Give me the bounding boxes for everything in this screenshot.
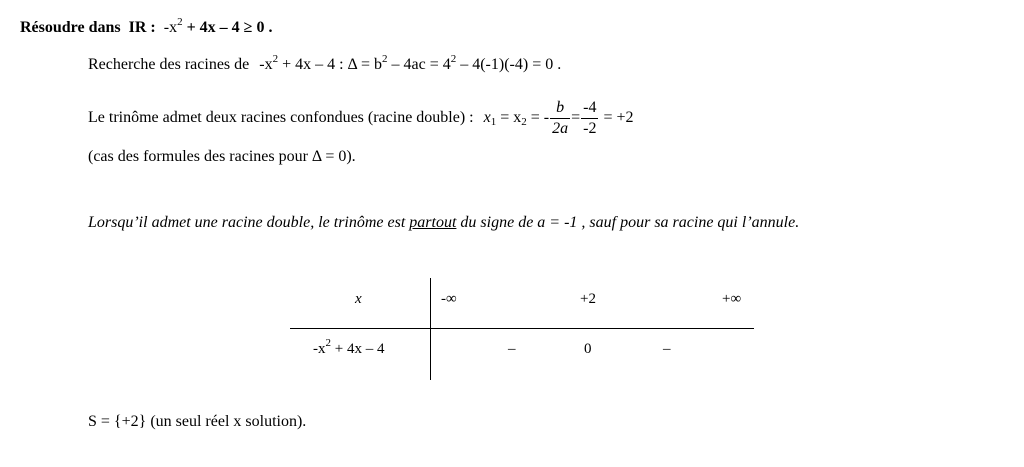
row-label-x: x — [355, 291, 362, 307]
real-numbers-symbol: IR — [128, 19, 147, 36]
plus-infinity: +∞ — [722, 291, 742, 307]
double-root-line: Le trinôme admet deux racines confondues (racine double) : $x_1 = x_2$ = - $\frac{b}{2a}$ = $\frac{-4}{-2}$ = +2 — [88, 99, 634, 137]
discriminant-line: Recherche des racines de $-x^2 + 4x - 4$ : $\Delta = b^2 - 4ac = 4^2 - 4(-1)(-4) = 0$ . — [88, 53, 562, 73]
minus-infinity: -∞ — [441, 291, 457, 307]
fraction-b-over-2a: $\frac{b}{2a}$ — [552, 99, 569, 137]
fraction-minus4-over-minus2: $\frac{-4}{-2}$ — [583, 99, 597, 137]
table-horizontal-divider — [290, 328, 754, 329]
formula-case-note: (cas des formules des racines pour Δ = 0). — [88, 148, 356, 165]
row-label-trinomial: $-x^2 + 4x - 4$ — [313, 337, 385, 357]
title-colon: : — [150, 19, 156, 36]
table-vertical-divider — [430, 278, 431, 380]
sign-negative-left: – — [508, 341, 516, 357]
title-inequality: $-x^2 + 4x - 4 \ge 0$ . — [163, 16, 273, 36]
sign-negative-right: – — [663, 341, 671, 357]
sign-rule-sentence: Lorsqu’il admet une racine double, le trinôme est partout du signe de a = -1 , sauf pour sa racine qui l’annule. — [88, 214, 800, 231]
emphasis-partout: partout — [409, 214, 457, 231]
root-formula: $x_1 = x_2$ = - $\frac{b}{2a}$ = $\frac{-4}{-2}$ = +2 — [483, 99, 634, 137]
root-value: +2 — [580, 291, 596, 307]
solution-set: S = {+2} (un seul réel x solution). — [88, 413, 307, 430]
title-prefix: Résoudre dans — [20, 19, 121, 36]
exercise-title — [20, 16, 273, 37]
zero-at-root: 0 — [584, 341, 592, 357]
